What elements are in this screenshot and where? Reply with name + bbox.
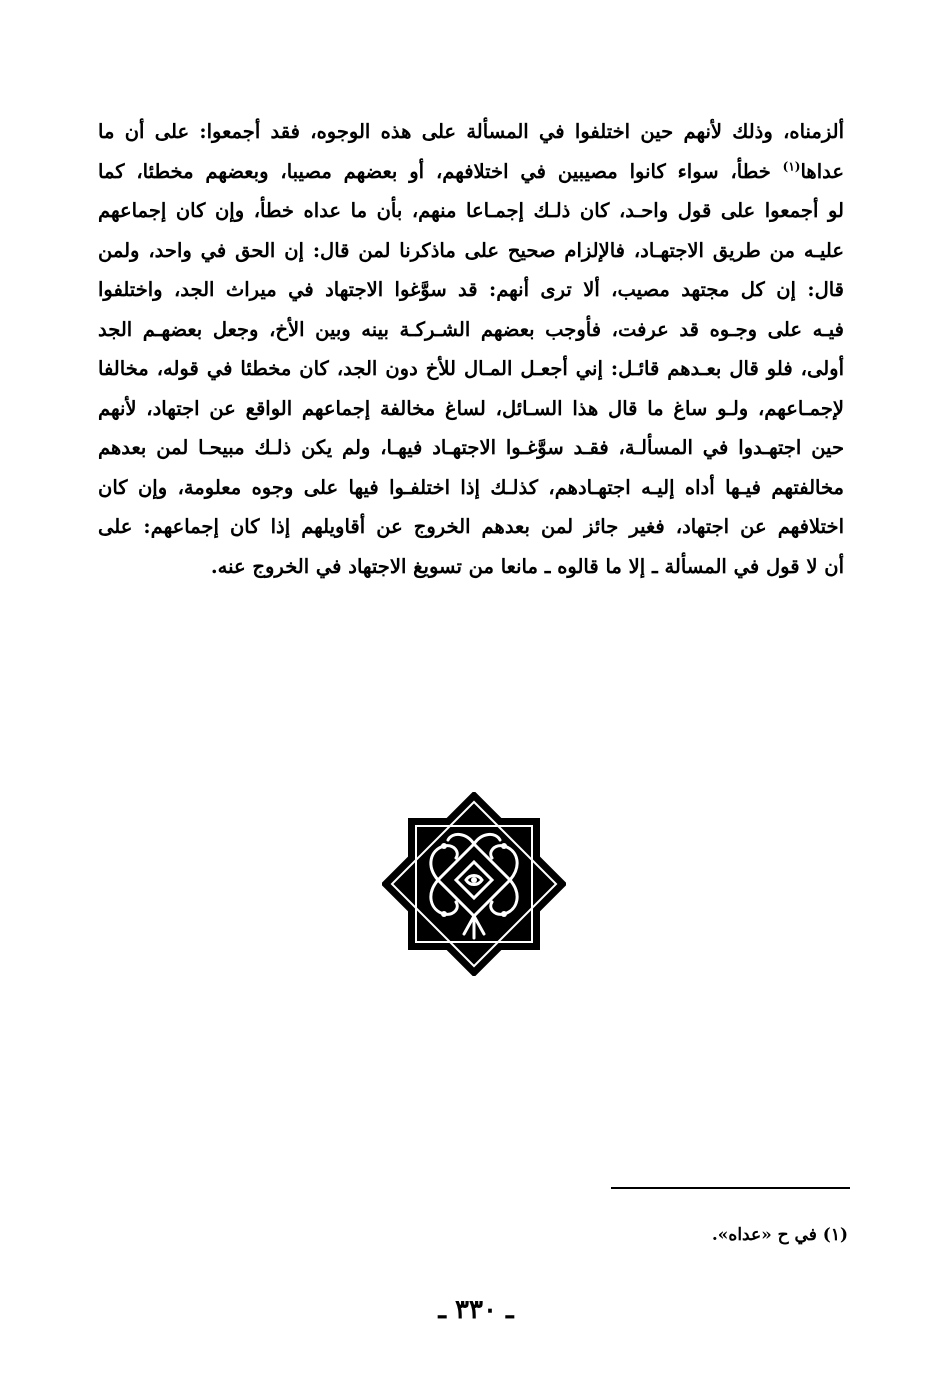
eight-point-star-ornament-icon bbox=[382, 792, 566, 976]
text-line-10: مخالفتهم فيـها أداه إليـه اجتهـادهم، كذلـك إذا اختلفـوا فيها على وجوه معلومة، وإن كان bbox=[98, 475, 844, 499]
text-line-8: لإجمـاعهم، ولـو ساغ ما قال هذا السـائل، لساغ مخالفة إجماعهم الواقع عن اجتهاد، لأنهم bbox=[98, 396, 844, 420]
page-number: ـ ٣٣٠ ـ bbox=[438, 1295, 514, 1325]
text-line-12: أن لا قول في المسألة ـ إلا ما قالوه ـ مانعا من تسويغ الاجتهاد في الخروج عنه. bbox=[210, 554, 844, 578]
text-line-3: لو أجمعوا على قول واحـد، كان ذلـك إجمـاعا منهم، بأن ما عداه خطأ، وإن كان إجماعهم bbox=[98, 199, 844, 222]
text-line-2-start: عداها bbox=[800, 159, 844, 183]
text-line-2-rest: خطأ، سواء كانوا مصيبين في اختلافهم، أو بعضهم مصيبا، وبعضهم مخطئا، كما bbox=[98, 159, 783, 183]
text-line-11: اختلافهم عن اجتهاد، فغير جائز لمن بعدهم الخروج عن أقاويلهم إذا كان إجماعهم: على bbox=[98, 515, 844, 538]
text-line-9: حين اجتهـدوا في المسألـة، فقـد سوَّغـوا الاجتهـاد فيهـا، ولم يكن ذلـك مبيحـا لمن بعدهم bbox=[98, 436, 844, 459]
text-line-6: فيـه على وجـوه قد عرفت، فأوجب بعضهم الشـركـة بينه وبين الأخ، وجعل بعضهـم الجد bbox=[98, 317, 844, 341]
footnote-reference: (١) bbox=[782, 159, 801, 173]
text-line-7: أولى، فلو قال بعـدهم قائـل: إني أجعـل المـال للأخ دون الجد، كان مخطئا في قوله، مخالفا bbox=[98, 357, 844, 380]
text-line-5: قال: إن كل مجتهد مصيب، ألا ترى أنهم: قد سوَّغوا الاجتهاد في ميراث الجد، واختلفوا bbox=[98, 278, 844, 301]
main-text bbox=[98, 112, 844, 586]
text-line-4: عليـه من طريق الاجتهـاد، فالإلزام صحيح على ماذكرنا لمن قال: إن الحق في واحد، ولمن bbox=[98, 238, 844, 262]
text-line-2 bbox=[98, 152, 844, 192]
text-line-1: ألزمناه، وذلك لأنهم حين اختلفوا في المسألة على هذه الوجوه، فقد أجمعوا: على أن ما bbox=[98, 120, 844, 143]
footnote-separator bbox=[611, 1187, 850, 1189]
footnote: (١) في ح «عداه». bbox=[711, 1225, 848, 1245]
